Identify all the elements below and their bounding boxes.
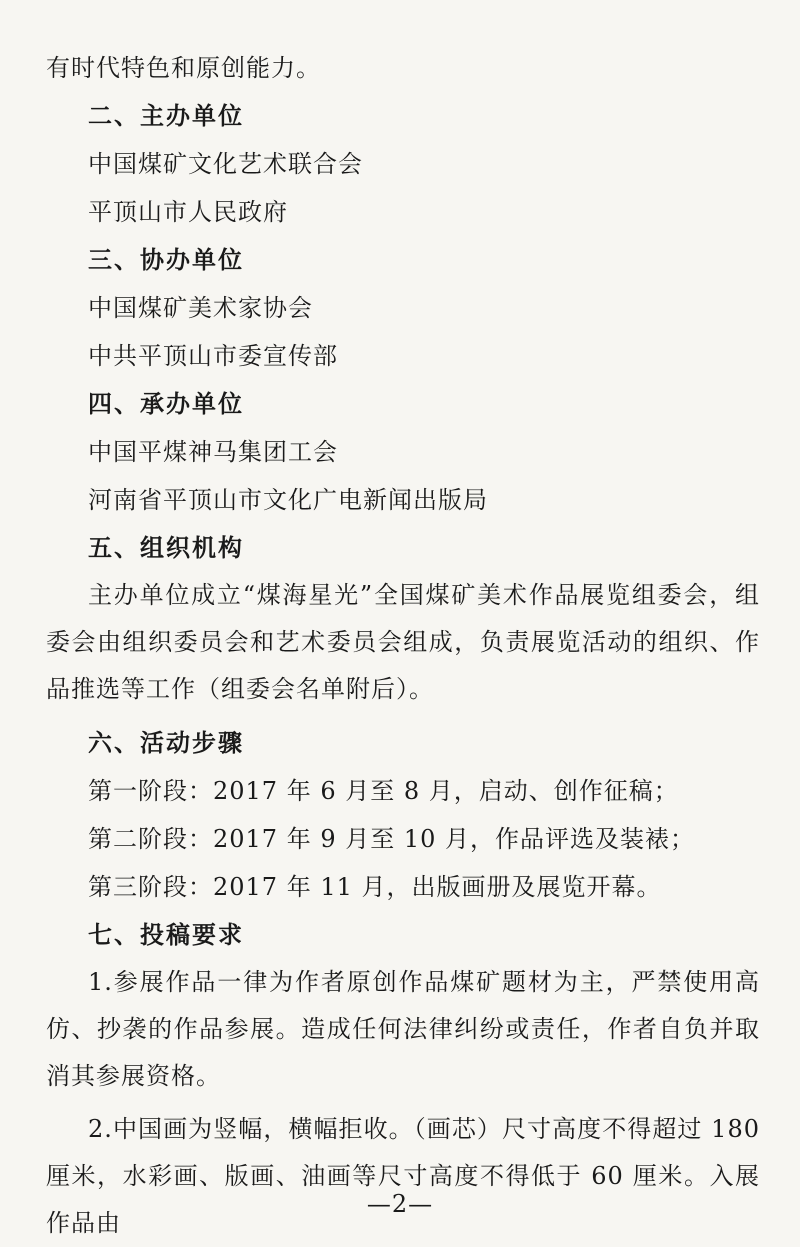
undertaker-item: 河南省平顶山市文化广电新闻出版局 [88,486,488,514]
organizer-item: 平顶山市人民政府 [88,198,288,226]
document-page [0,44,800,1242]
step-item: 第三阶段：2017 年 11 月，出版画册及展览开幕。 [88,873,662,901]
organizer-item: 中国煤矿文化艺术联合会 [88,150,363,178]
step-item: 第二阶段：2017 年 9 月至 10 月，作品评选及装裱； [88,825,696,853]
step-item: 第一阶段：2017 年 6 月至 8 月，启动、创作征稿； [88,777,679,805]
page-number: —2— [366,1190,434,1218]
continuation-line: 有时代特色和原创能力。 [46,54,321,82]
organization-paragraph: 主办单位成立“煤海星光”全国煤矿美术作品展览组委会，组委会由组织委员会和艺术委员会组成，负责展览活动的组织、作品推选等工作（组委会名单附后）。 [46,581,760,703]
section-heading-co-organizers: 三、协办单位 [88,246,244,274]
undertaker-item: 中国平煤神马集团工会 [88,438,338,466]
section-heading-organization: 五、组织机构 [88,534,244,562]
co-organizer-item: 中共平顶山市委宣传部 [88,342,338,370]
submission-paragraph-1: 1.参展作品一律为作者原创作品煤矿题材为主，严禁使用高仿、抄袭的作品参展。造成任何法律纠纷或责任，作者自负并取消其参展资格。 [46,968,760,1090]
section-heading-organizers: 二、主办单位 [88,102,244,130]
section-heading-undertakers: 四、承办单位 [88,390,244,418]
section-heading-steps: 六、活动步骤 [88,729,244,757]
section-heading-submission: 七、投稿要求 [88,921,244,949]
co-organizer-item: 中国煤矿美术家协会 [88,294,313,322]
submission-paragraph-2: 2.中国画为竖幅，横幅拒收。（画芯）尺寸高度不得超过 180 厘米，水彩画、版画、油画等尺寸高度不得低于 60 厘米。入展作品由 [46,1115,760,1237]
